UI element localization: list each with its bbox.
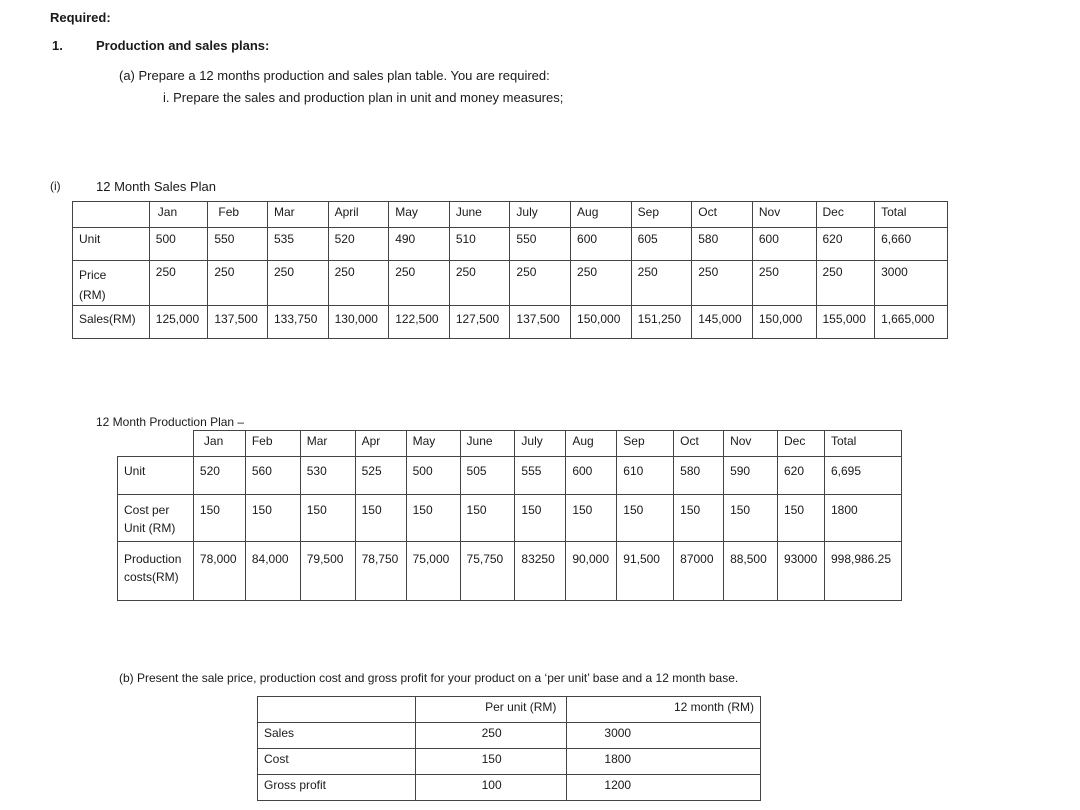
table-cell: 1,665,000	[875, 306, 948, 339]
month-header: Aug	[566, 431, 617, 457]
table-cell: 151,250	[631, 306, 692, 339]
table-cell: 250	[267, 261, 328, 306]
month-header: Mar	[267, 202, 328, 228]
question-title: Production and sales plans:	[96, 38, 270, 53]
table-cell: 1200	[567, 775, 761, 801]
row-label	[118, 495, 194, 542]
table-cell: 150	[777, 495, 824, 542]
month-header: Jan	[149, 202, 208, 228]
month-header: Dec	[816, 202, 875, 228]
table-cell: 150	[724, 495, 778, 542]
heading: Required:	[50, 10, 111, 25]
table-cell: 250	[449, 261, 510, 306]
table-cell: 3000	[567, 723, 761, 749]
header-empty	[73, 202, 150, 228]
table-row	[118, 495, 902, 542]
month-header: Jan	[193, 431, 245, 457]
row-label	[118, 542, 194, 601]
table-cell: 530	[300, 457, 355, 495]
row-label-line1: Price	[79, 268, 107, 282]
table-cell: 6,695	[824, 457, 901, 495]
table-row	[73, 261, 948, 306]
table-cell: 78,750	[355, 542, 406, 601]
profit-table	[257, 696, 761, 801]
table-cell: 90,000	[566, 542, 617, 601]
month-header: Mar	[300, 431, 355, 457]
table-cell: 580	[692, 228, 753, 261]
table-cell: 1800	[567, 749, 761, 775]
table-cell: 150	[674, 495, 724, 542]
production-plan-title: 12 Month Production Plan –	[96, 415, 245, 429]
table-cell: 490	[389, 228, 450, 261]
month-header: Sep	[631, 202, 692, 228]
header-empty	[118, 431, 194, 457]
row-label-line2: Unit (RM)	[124, 521, 176, 535]
table-cell: 250	[149, 261, 208, 306]
month-header: Apr	[355, 431, 406, 457]
row-label-line2: costs(RM)	[124, 570, 179, 584]
table-cell: 505	[460, 457, 515, 495]
table-cell: 125,000	[149, 306, 208, 339]
table-row	[73, 306, 948, 339]
table-cell: 1800	[824, 495, 901, 542]
question-number: 1.	[52, 38, 63, 53]
twelve-month-header: 12 month (RM)	[567, 697, 761, 723]
table-cell: 137,500	[510, 306, 571, 339]
month-header: Total	[875, 202, 948, 228]
row-label: Sales	[258, 723, 416, 749]
header-empty	[258, 697, 416, 723]
month-header: Feb	[208, 202, 268, 228]
table-row	[258, 749, 761, 775]
table-cell: 250	[415, 723, 567, 749]
instruction-i: i. Prepare the sales and production plan in unit and money measures;	[163, 90, 564, 105]
table-cell: 150	[300, 495, 355, 542]
table-cell: 150	[617, 495, 674, 542]
table-cell: 550	[208, 228, 268, 261]
table-cell: 605	[631, 228, 692, 261]
table-cell: 137,500	[208, 306, 268, 339]
table-cell: 590	[724, 457, 778, 495]
table-cell: 535	[267, 228, 328, 261]
table-cell: 150	[515, 495, 566, 542]
table-cell: 250	[208, 261, 268, 306]
row-label-line2: (RM)	[79, 288, 106, 302]
table-row	[258, 723, 761, 749]
table-cell: 520	[193, 457, 245, 495]
month-header: Aug	[571, 202, 632, 228]
table-cell: 600	[566, 457, 617, 495]
table-cell: 83250	[515, 542, 566, 601]
table-cell: 500	[406, 457, 460, 495]
table-cell: 560	[245, 457, 300, 495]
table-cell: 84,000	[245, 542, 300, 601]
month-header: July	[515, 431, 566, 457]
table-cell: 93000	[777, 542, 824, 601]
month-header: June	[449, 202, 510, 228]
table-cell: 525	[355, 457, 406, 495]
table-cell: 145,000	[692, 306, 753, 339]
table-cell: 555	[515, 457, 566, 495]
table-cell: 150	[460, 495, 515, 542]
table-cell: 75,000	[406, 542, 460, 601]
table-cell: 250	[510, 261, 571, 306]
table-row	[118, 457, 902, 495]
table-cell: 600	[752, 228, 816, 261]
table-cell: 580	[674, 457, 724, 495]
table-cell: 130,000	[328, 306, 389, 339]
instruction-a: (a) Prepare a 12 months production and sales plan table. You are required:	[119, 68, 550, 83]
table-cell: 998,986.25	[824, 542, 901, 601]
sales-plan-title: 12 Month Sales Plan	[96, 179, 216, 194]
table-cell: 150	[406, 495, 460, 542]
month-header: July	[510, 202, 571, 228]
table-cell: 250	[389, 261, 450, 306]
table-cell: 610	[617, 457, 674, 495]
table-cell: 520	[328, 228, 389, 261]
table-cell: 3000	[875, 261, 948, 306]
table-cell: 250	[752, 261, 816, 306]
table-cell: 78,000	[193, 542, 245, 601]
table-cell: 150	[566, 495, 617, 542]
table-cell: 100	[415, 775, 567, 801]
table-cell: 6,660	[875, 228, 948, 261]
production-plan-table	[117, 430, 902, 601]
table-row	[258, 775, 761, 801]
table-cell: 250	[816, 261, 875, 306]
table-cell: 87000	[674, 542, 724, 601]
sales-plan-table	[72, 201, 948, 339]
month-header: May	[406, 431, 460, 457]
row-label: Unit	[73, 228, 150, 261]
table-cell: 150,000	[571, 306, 632, 339]
month-header: June	[460, 431, 515, 457]
row-label-line1: Production	[124, 552, 182, 566]
table-cell: 500	[149, 228, 208, 261]
table-cell: 88,500	[724, 542, 778, 601]
row-label	[73, 261, 150, 306]
month-header: Nov	[752, 202, 816, 228]
table-header-row	[258, 697, 761, 723]
table-row	[73, 228, 948, 261]
row-label: Unit	[118, 457, 194, 495]
roman-marker: (i)	[50, 179, 61, 193]
month-header: Oct	[692, 202, 753, 228]
month-header: Dec	[777, 431, 824, 457]
table-cell: 600	[571, 228, 632, 261]
table-cell: 155,000	[816, 306, 875, 339]
table-cell: 127,500	[449, 306, 510, 339]
table-cell: 250	[571, 261, 632, 306]
table-cell: 510	[449, 228, 510, 261]
month-header: Oct	[674, 431, 724, 457]
table-cell: 133,750	[267, 306, 328, 339]
month-header: Nov	[724, 431, 778, 457]
per-unit-header: Per unit (RM)	[415, 697, 567, 723]
month-header: Feb	[245, 431, 300, 457]
table-header-row	[73, 202, 948, 228]
table-cell: 620	[816, 228, 875, 261]
table-cell: 550	[510, 228, 571, 261]
table-cell: 250	[328, 261, 389, 306]
table-cell: 150	[415, 749, 567, 775]
table-cell: 150	[245, 495, 300, 542]
month-header: Sep	[617, 431, 674, 457]
table-cell: 91,500	[617, 542, 674, 601]
month-header: April	[328, 202, 389, 228]
table-header-row	[118, 431, 902, 457]
row-label-line1: Cost per	[124, 503, 170, 517]
part-b-text: (b) Present the sale price, production cost and gross profit for your product on a ‘per unit’ base and a 12 month base.	[119, 671, 739, 685]
table-cell: 75,750	[460, 542, 515, 601]
table-cell: 150	[355, 495, 406, 542]
month-header: May	[389, 202, 450, 228]
row-label: Sales(RM)	[73, 306, 150, 339]
month-header: Total	[824, 431, 901, 457]
table-cell: 150	[193, 495, 245, 542]
table-cell: 150,000	[752, 306, 816, 339]
table-cell: 620	[777, 457, 824, 495]
row-label: Cost	[258, 749, 416, 775]
table-cell: 250	[631, 261, 692, 306]
table-cell: 122,500	[389, 306, 450, 339]
table-cell: 250	[692, 261, 753, 306]
row-label: Gross profit	[258, 775, 416, 801]
table-cell: 79,500	[300, 542, 355, 601]
table-row	[118, 542, 902, 601]
